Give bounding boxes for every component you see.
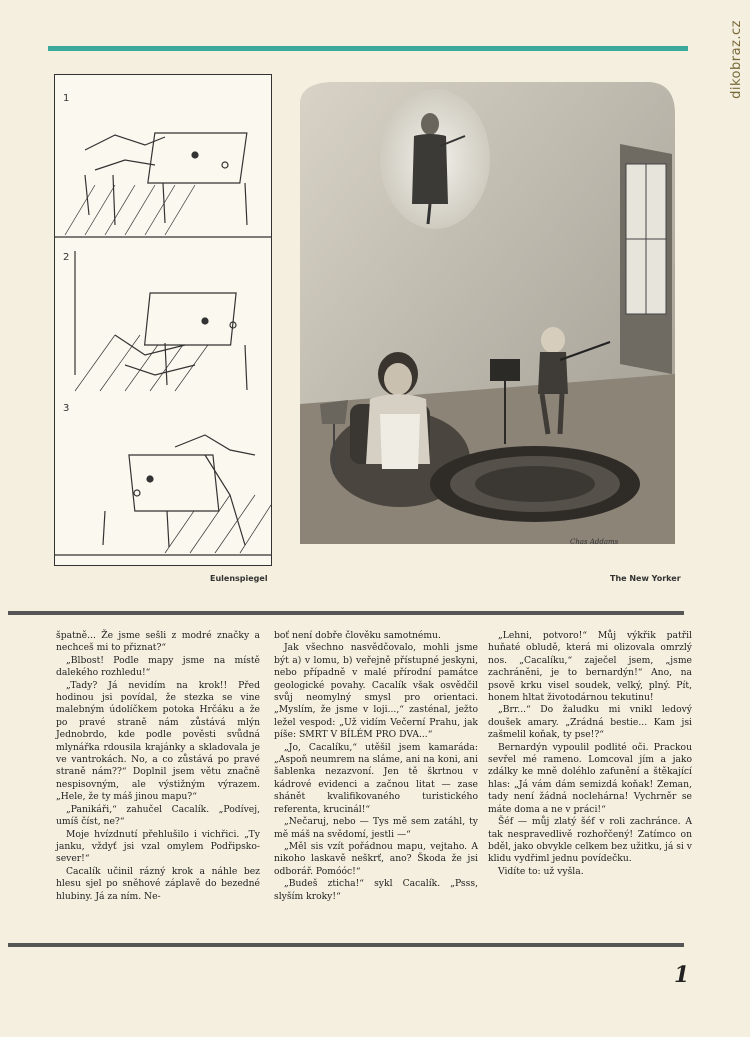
article-column-1 xyxy=(56,630,260,903)
paragraph: Jak všechno nasvědčovalo, mohli jsme být a) v lomu, b) veřejně přístupné jeskyni, nebo případně v malé přírodní památce geologické povahy. Cacalík však osvědčil svůj neomylný smysl pro orientaci. „Myslím, že jsme v loji...,“ zasténal, ježto ležel vespod: „Už vidím Večerní Prahu, jak píše: SMRT V BÍLÉM PRO DVA...“ xyxy=(274,642,478,741)
paragraph: Cacalík učinil rázný krok a náhle bez hlesu sjel po sněhové záplavě do bezedné hlubiny. Já za ním. Ne- xyxy=(56,865,260,902)
comic-strip xyxy=(54,74,272,566)
paragraph: „Panikáři,“ zahučel Cacalík. „Podívej, umíš číst, ne?“ xyxy=(56,803,260,828)
page-number: 1 xyxy=(674,962,690,988)
article-column-3 xyxy=(488,630,692,878)
paragraph: boť není dobře člověku samotnému. xyxy=(274,630,441,641)
paragraph: „Brr...“ Do žaludku mi vnikl ledový doušek amary. „Zrádná bestie... Kam jsi zašmelil koňak, ty pse!?“ xyxy=(488,704,692,741)
paragraph: „Lehni, potvoro!“ Můj výkřik patřil huňaté obludě, která mi olizovala omrzlý nos. „Cacalíku,“ zaječel jsem, „jsme zachráněni, je to bernardýn!“ Ano, na psově krku visel soudek, velký, plný. Pít, honem hltat životodárnou tekutinu! xyxy=(488,630,692,704)
paragraph: Šéf — můj zlatý šéf v roli zachránce. A tak nespravedlivě rozhořčený! Zatímco on bděl, jako obvykle celkem bez užitku, já si v klidu vydřiml jednu povídečku. xyxy=(488,816,692,865)
separator-bottom xyxy=(8,943,684,947)
paragraph: Moje hvízdnutí přehlušilo i vichřici. „Ty janku, vždyť jsi vzal omylem Podřipsko-sever!“ xyxy=(56,828,260,865)
comic-panel-2 xyxy=(63,251,247,391)
paragraph: „Měl sis vzít pořádnou mapu, vejtaho. A nikoho laskavě neškrť, ano? Škoda že jsi odborář. Pomóóc!“ xyxy=(274,840,478,877)
paragraph: špatně... Že jsme sešli z modré značky a nechceš mi to přiznat?“ xyxy=(56,630,260,654)
paragraph: „Jo, Cacalíku,“ utěšil jsem kamaráda: „Aspoň neumrem na sláme, ani na koni, ani šablenka nezazvoní. Jen tě škrtnou v kádrové evidenci a začnou litat — zase shánět kvalifikovaného turistického referenta, krucinál!“ xyxy=(274,741,478,815)
comic-panel-1 xyxy=(55,93,271,237)
panel-number-1: 1 xyxy=(63,93,70,104)
paragraph: Vidíte to: už vyšla. xyxy=(498,865,584,877)
panel-number-2: 2 xyxy=(63,252,70,263)
paragraph: „Budeš zticha!“ sykl Cacalík. „Psss, slyším kroky!“ xyxy=(274,878,478,902)
panel-number-3: 3 xyxy=(63,403,70,414)
top-accent-bar xyxy=(48,46,688,51)
cartoon-signature: Chas Addams xyxy=(570,538,619,546)
article-column-2 xyxy=(274,630,478,903)
paragraph: „Blbost! Podle mapy jsme na místě dalekého rozhledu!“ xyxy=(56,654,260,679)
cartoon-credit: The New Yorker xyxy=(610,574,681,583)
comic-credit: Eulenspiegel xyxy=(210,574,268,583)
cartoon-illustration xyxy=(290,74,680,564)
paragraph: „Nečaruj, nebo — Tys mě sem zatáhl, ty mě máš na svědomí, jestli —“ xyxy=(274,816,478,840)
paragraph: „Tady? Já nevidím na krok!! Před hodinou jsi povídal, že stezka se vine malebným údolíčkem potoka Hrčáku a že po pravé straně nám zůstává mlýn Jednobrdo, kde podle pověsti svůdná mlynářka rdousila krajánky a skladovala je ve vantrokách. No, a co zůstává po pravé straně nám??“ Doplnil jsem větu značně nespisovným, ale výstižným výrazem. „Hele, že ty máš jinou mapu?“ xyxy=(56,679,260,803)
watermark: dikobraz.cz xyxy=(729,20,744,99)
paragraph: Bernardýn vypoulil podlité oči. Prackou sevřel mé rameno. Lomcoval jím a jako zdálky ke mně doléhlo zafunění a štěkající hlas: „Já vám dám semizdá koňak! Zeman, tady není žádná noclehárna! Vychrněr se máte doma a ne v práci!“ xyxy=(488,741,692,815)
separator-top xyxy=(8,611,684,615)
comic-panel-3 xyxy=(55,403,271,555)
